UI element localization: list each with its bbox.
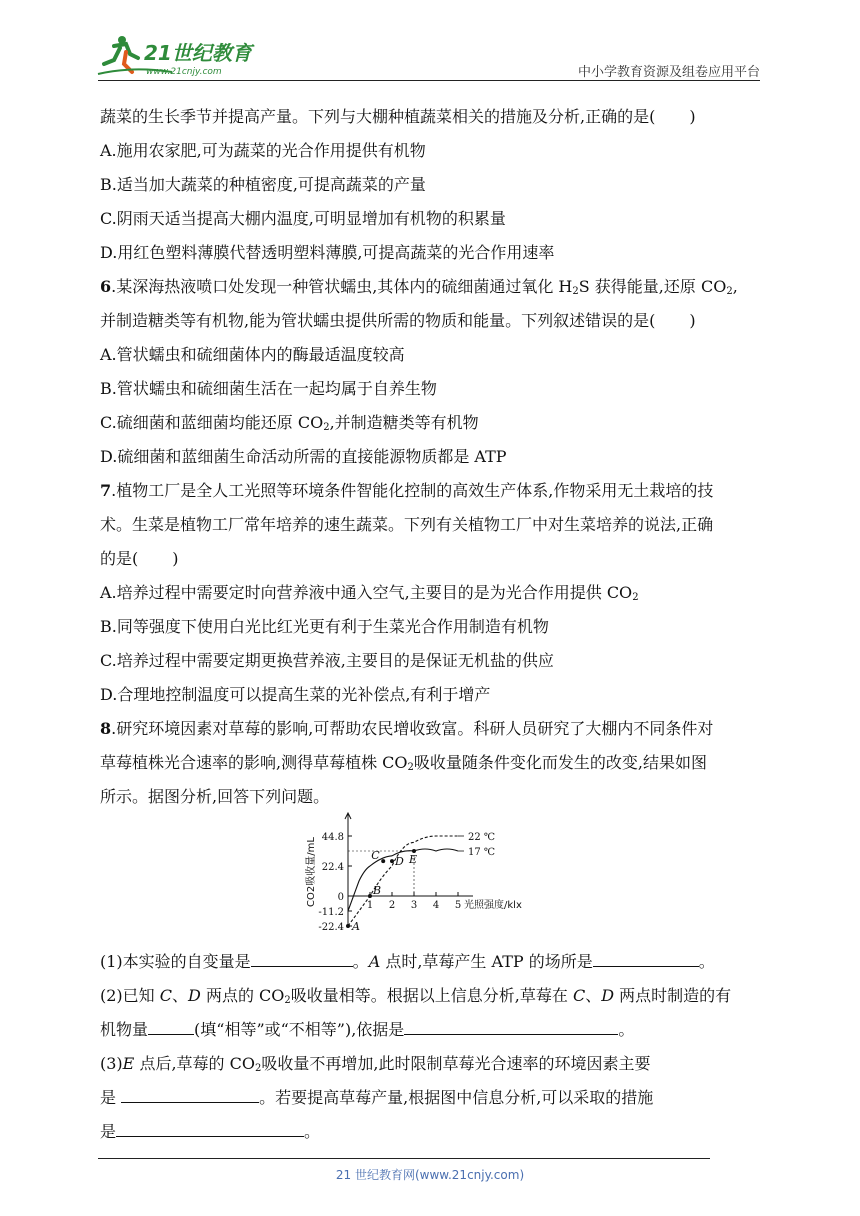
data-point [381,859,385,863]
q7-option-d: D.合理地控制温度可以提高生菜的光补偿点,有利于增产 [100,685,491,704]
page-header [0,0,860,82]
q7-option-a: A.培养过程中需要定时向营养液中通入空气,主要目的是为光合作用提供 $CO_2$ [100,583,639,603]
q6-option-c: C.硫细菌和蓝细菌均能还原 $CO_2$,并制造糖类等有机物 [100,413,479,433]
answer-blank[interactable] [116,1122,304,1137]
data-point [346,924,350,928]
q5-option-d: D.用红色塑料薄膜代替透明塑料薄膜,可提高蔬菜的光合作用速率 [100,243,555,262]
point-label: D [395,855,404,869]
y-tick-label: 22.4 [321,862,344,873]
q6-stem-line2: 并制造糖类等有机物,能为管状蠕虫提供所需的物质和能量。下列叙述错误的是( ) [100,311,696,330]
q7-stem-line3: 的是( ) [100,549,179,568]
q7-option-c: C.培养过程中需要定期更换营养液,主要目的是保证无机盐的供应 [100,651,554,670]
q7-stem-line1: 7.植物工厂是全人工光照等环境条件智能化控制的高效生产体系,作物采用无土栽培的技 [100,481,714,500]
q8-stem-line2: 草莓植株光合速率的影响,测得草莓植株 $CO_2$吸收量随条件变化而发生的改变,结果如图 [100,753,708,773]
answer-blank[interactable] [148,1020,194,1035]
header-divider [98,80,760,81]
q8-subquestions [100,945,765,1149]
q8-sub2-line1: (2)已知 C、D 两点的 $CO_2$吸收量相等。根据以上信息分析,草莓在 C、D 两点时制造的有 [100,986,732,1006]
x-tick-label: 3 [410,900,418,911]
logo-url: www.21cnjy.com [146,67,222,77]
co2-absorption-chart [300,812,560,942]
q8-sub3-line2: 是 。若要提高草莓产量,根据图中信息分析,可以采取的措施 [100,1088,654,1107]
q8-sub1: (1)本实验的自变量是 。A 点时,草莓产生 ATP 的场所是 。 [100,952,715,971]
platform-name: 中小学教育资源及组卷应用平台 [577,65,760,80]
series-label: 17 ℃ [468,847,496,858]
q5-option-c: C.阴雨天适当提高大棚内温度,可明显增加有机物的积累量 [100,209,506,228]
q6-option-a: A.管状蠕虫和硫细菌体内的酶最适温度较高 [100,345,405,364]
data-point [390,859,394,863]
logo-text: 21世纪教育 [144,41,252,65]
x-tick-label: 5 [454,900,462,911]
x-axis-label: 光照强度/klx [464,900,522,911]
q7-option-b: B.同等强度下使用白光比红光更有利于生菜光合作用制造有机物 [100,617,549,636]
answer-blank[interactable] [593,952,699,967]
footer-divider [98,1158,710,1159]
q8-sub2-line2: 机物量 (填“相等”或“不相等”),依据是 。 [100,1020,635,1039]
q6-stem-line1: 6.某深海热液喷口处发现一种管状蠕虫,其体内的硫细菌通过氧化 $H_2S$ 获得能量,还原 $CO_2$, [100,277,738,297]
y-tick-label: 44.8 [321,832,344,843]
point-label: B [373,884,382,897]
chart-labels [304,832,522,933]
q8-sub3-line1: (3)E 点后,草莓的 $CO_2$吸收量不再增加,此时限制草莓光合速率的环境因素主要 [100,1054,651,1074]
q6-option-d: D.硫细菌和蓝细菌生命活动所需的直接能源物质都是 ATP [100,447,507,466]
q8-stem-line3: 所示。据图分析,回答下列问题。 [100,787,330,806]
answer-blank[interactable] [404,1020,618,1035]
answer-blank[interactable] [251,952,353,967]
y-tick-label: -11.2 [318,907,344,918]
series-label: 22 ℃ [468,832,496,843]
question-content [100,100,765,814]
y-tick-label: -22.4 [318,922,344,933]
y-tick-label: 0 [337,892,344,903]
x-tick-label: 4 [432,900,440,911]
q8-sub3-line3: 是 。 [100,1122,321,1141]
q5-option-a: A.施用农家肥,可为蔬菜的光合作用提供有机物 [100,141,426,160]
point-label: A [352,920,360,933]
site-logo [92,30,262,80]
answer-blank[interactable] [121,1088,259,1103]
q8-stem-line1: 8.研究环境因素对草莓的影响,可帮助农民增收致富。科研人员研究了大棚内不同条件对 [100,719,714,738]
point-label: C [371,849,380,863]
q5-option-b: B.适当加大蔬菜的种植密度,可提高蔬菜的产量 [100,175,426,194]
point-label: E [409,853,418,866]
chart-axes [345,813,473,928]
q7-stem-line2: 术。生菜是植物工厂常年培养的速生蔬菜。下列有关植物工厂中对生菜培养的说法,正确 [100,515,714,534]
x-tick-label: 2 [388,900,396,911]
chart-series [348,836,464,926]
data-point [368,894,372,898]
q5-stem: 蔬菜的生长季节并提高产量。下列与大棚种植蔬菜相关的措施及分析,正确的是( ) [100,107,696,126]
x-tick-label: 1 [366,900,374,911]
y-axis-label: CO2吸收量/mL [306,837,317,907]
q6-option-b: B.管状蠕虫和硫细菌生活在一起均属于自养生物 [100,379,437,398]
footer-source: 21 世纪教育网(www.21cnjy.com) [335,1168,525,1182]
